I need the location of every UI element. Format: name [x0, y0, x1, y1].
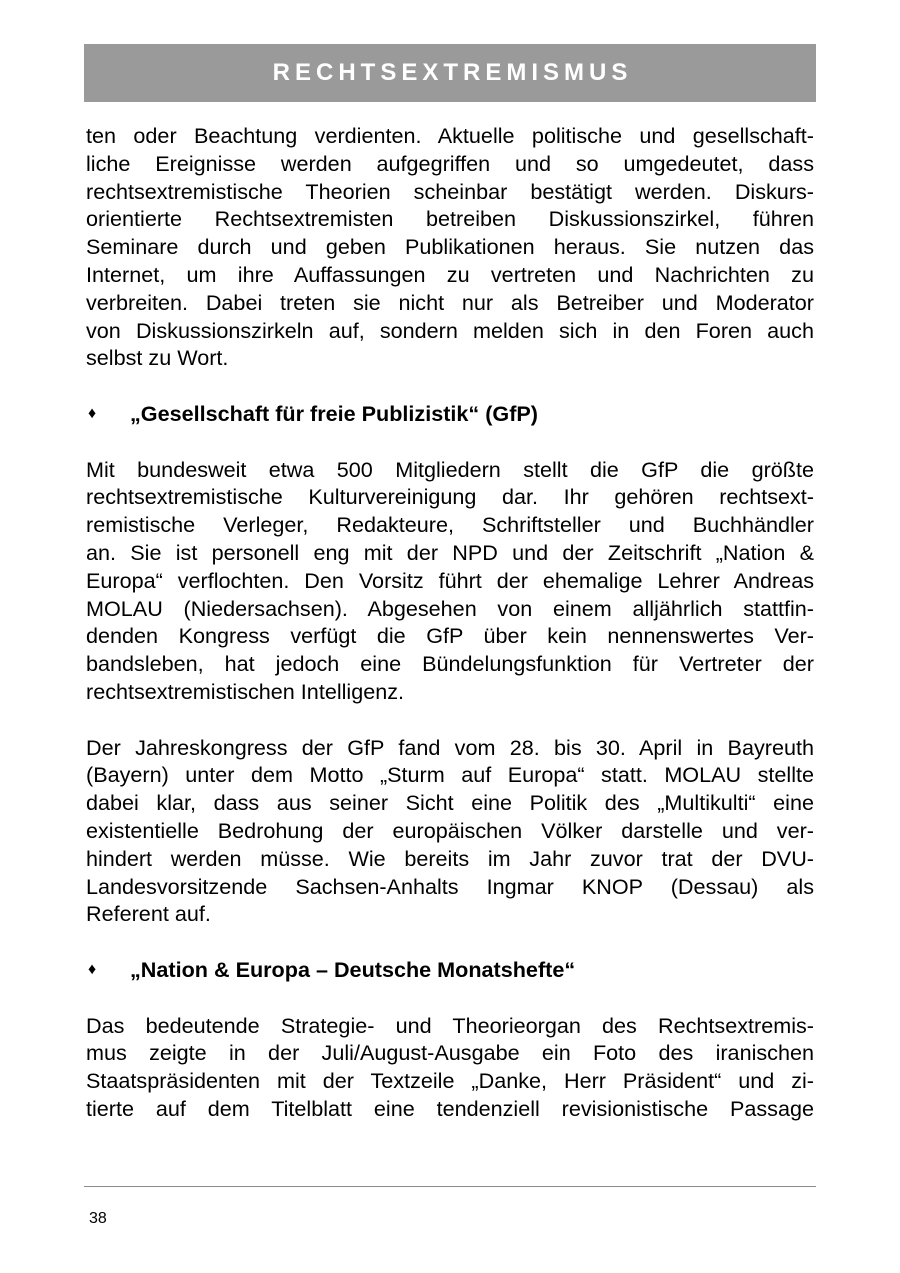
section-heading-text: „Gesellschaft für freie Publizistik“ (GfP): [130, 400, 538, 426]
header-title: RECHTSEXTREMISMUS: [272, 59, 633, 86]
section-heading-nation-europa: [86, 956, 814, 984]
page-number: 38: [89, 1210, 107, 1227]
text-line: ten oder Beachtung verdienten. Aktuelle politische und gesellschaft-: [86, 123, 814, 148]
text-line: bandsleben, hat jedoch eine Bündelungsfunktion für Vertreter der: [86, 651, 814, 677]
text-line: Internet, um ihre Auffassungen zu vertreten und Nachrichten zu: [86, 261, 814, 287]
text-line: dabei klar, dass aus seiner Sicht eine Politik des „Multikulti“ eine: [86, 790, 814, 816]
text-line: hindert werden müsse. Wie bereits im Jahr zuvor trat der DVU-: [86, 845, 814, 871]
text-line: Referent auf.: [86, 901, 211, 927]
text-line: Europa“ verflochten. Den Vorsitz führt der ehemalige Lehrer Andreas: [86, 567, 814, 593]
footer-divider: [84, 1186, 816, 1187]
page-header-bar: [84, 44, 816, 102]
text-line: tierte auf dem Titelblatt eine tendenziell revisionistische Passage: [86, 1095, 814, 1121]
text-line: orientierte Rechtsextremisten betreiben Diskussionszirkel, führen: [86, 206, 814, 232]
text-line: Landesvorsitzende Sachsen-Anhalts Ingmar KNOP (Dessau) als: [86, 873, 814, 899]
text-line: denden Kongress verfügt die GfP über kein nennenswertes Ver-: [86, 623, 814, 649]
text-line: Mit bundesweit etwa 500 Mitgliedern stellt die GfP die größte: [86, 456, 814, 482]
diamond-bullet-icon: ♦: [88, 404, 97, 422]
section-heading-gfp: [86, 400, 814, 428]
text-line: Seminare durch und geben Publikationen heraus. Sie nutzen das: [86, 234, 814, 260]
text-line: Der Jahreskongress der GfP fand vom 28. bis 30. April in Bayreuth: [86, 734, 814, 760]
text-line: rechtsextremistische Theorien scheinbar bestätigt werden. Diskurs-: [86, 178, 814, 204]
intro-paragraph: [86, 122, 814, 372]
text-line: existentielle Bedrohung der europäischen Völker darstelle und ver-: [86, 817, 814, 843]
gfp-paragraph-2: [86, 734, 814, 929]
text-line: MOLAU (Niedersachsen). Abgesehen von einem alljährlich stattfin-: [86, 595, 814, 621]
text-line: remistische Verleger, Redakteure, Schriftsteller und Buchhändler: [86, 512, 814, 538]
page-content: [86, 122, 814, 1123]
text-line: rechtsextremistische Kulturvereinigung dar. Ihr gehören rechtsext-: [86, 484, 814, 510]
nation-europa-paragraph: [86, 1012, 814, 1123]
gfp-paragraph-1: [86, 456, 814, 706]
text-line: Staatspräsidenten mit der Textzeile „Danke, Herr Präsident“ und zi-: [86, 1068, 814, 1094]
text-line: selbst zu Wort.: [86, 345, 229, 371]
text-line: an. Sie ist personell eng mit der NPD und der Zeitschrift „Nation &: [86, 539, 814, 565]
section-heading-text: „Nation & Europa – Deutsche Monatshefte“: [130, 956, 576, 982]
diamond-bullet-icon: ♦: [88, 960, 97, 978]
text-line: Das bedeutende Strategie- und Theorieorgan des Rechtsextremis-: [86, 1012, 814, 1038]
text-line: liche Ereignisse werden aufgegriffen und so umgedeutet, dass: [86, 150, 814, 176]
text-line: mus zeigte in der Juli/August-Ausgabe ein Foto des iranischen: [86, 1040, 814, 1066]
text-line: (Bayern) unter dem Motto „Sturm auf Europa“ statt. MOLAU stellte: [86, 762, 814, 788]
text-line: rechtsextremistischen Intelligenz.: [86, 678, 405, 704]
text-line: von Diskussionszirkeln auf, sondern melden sich in den Foren auch: [86, 317, 814, 343]
text-line: verbreiten. Dabei treten sie nicht nur als Betreiber und Moderator: [86, 289, 814, 315]
